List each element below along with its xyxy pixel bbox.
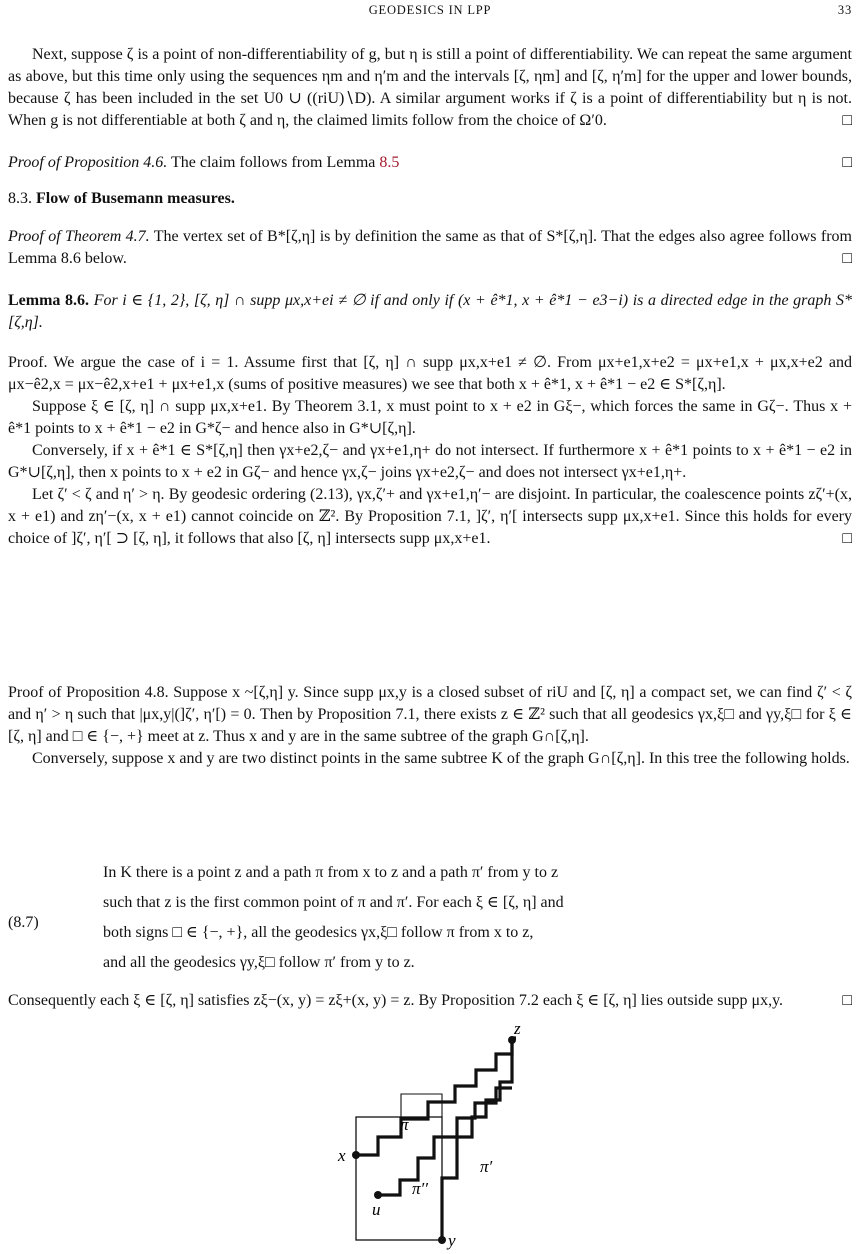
- proof-paragraph: Let ζ′ < ζ and η′ > η. By geodesic ordering (2.13), γx,ζ′+ and γx+e1,η′− are disjoint. In particular, the coalescence points zζ′+(x, x + e1) and zη′−(x, x + e1) cannot coincide on ℤ². By Proposition 7.1, ]ζ′, η′[ intersects supp μx,x+e1. Since this holds for every choice of ]ζ′, η′[ ⊃ [ζ, η], it follows that also [ζ, η] intersects supp μx,x+e1.: [8, 486, 853, 547]
- paragraph-text: Next, suppose ζ is a point of non-differentiability of g, but η is still a point of differentiability. We can repeat the same argument as above, but this time only using the sequences ηm and η′m and the intervals [ζ, ηm] and [ζ, η′m] for the upper and lower bounds, because ζ has been included in the set U0 ∪ ((riU)∖D). A similar argument works if ζ is a point of differentiability but η is not. When g is not differentiable at both ζ and η, the claimed limits follow from the choice of Ω′0.: [8, 46, 853, 129]
- proof-label: Proof of Proposition 4.6.: [8, 154, 168, 171]
- proof-paragraph: Conversely, suppose x and y are two distinct points in the same subtree K of the graph G∩[ζ,η]. In this tree the following holds.: [32, 750, 850, 767]
- proof-paragraph: Conversely, if x + ê*1 ∈ S*[ζ,η] then γx+e2,ζ− and γx+e1,η+ do not intersect. If furthermore x + ê*1 points to x + ê*1 − e2 in G*∪[ζ,η], then x points to x + e2 in Gζ− and hence γx,ζ− joins γx+e2,ζ− and does not intersect γx+e1,η+.: [8, 442, 852, 481]
- proof-text: The vertex set of B*[ζ,η] is by definition the same as that of S*[ζ,η]. That the edges also agree follows from Lemma 8.6 below.: [8, 228, 852, 267]
- qed-mark: □: [842, 530, 852, 547]
- display-line: In K there is a point z and a path π from x to z and a path π′ from y to z: [103, 864, 559, 881]
- page-number: 33: [837, 3, 852, 17]
- proof-paragraph: Suppose ξ ∈ [ζ, η] ∩ supp μx,x+e1. By Theorem 3.1, x must point to x + e2 in Gξ−, which forces the same in Gζ−. Thus x + ê*1 points to x + ê*1 − e2 in G*ζ− and hence also in G*∪[ζ,η].: [8, 398, 852, 437]
- label-u: u: [372, 1200, 381, 1219]
- equation-label: (8.7): [8, 914, 39, 931]
- lemma-statement: For i ∈ {1, 2}, [ζ, η] ∩ supp μx,x+ei ≠ ∅ if and only if (x + ê*1, x + ê*1 − e3−i) is a directed edge in the graph S*[ζ,η].: [8, 292, 853, 331]
- display-line: and all the geodesics γy,ξ□ follow π′ from y to z.: [103, 954, 415, 971]
- proof-text: The claim follows from Lemma: [170, 154, 376, 171]
- lemma-label: Lemma 8.6.: [8, 292, 90, 309]
- lemma-ref-link[interactable]: 8.5: [379, 154, 400, 171]
- label-pi-double-prime: π′′: [412, 1179, 428, 1198]
- label-pi: π: [400, 1115, 409, 1134]
- point-u: [374, 1191, 382, 1199]
- proof-paragraph: Proof of Proposition 4.8. Suppose x ~[ζ,η] y. Since supp μx,y is a closed subset of riU and [ζ, η] a compact set, we can find ζ′ < ζ and η′ > η such that |μx,y|(]ζ′, η′[) = 0. Then by Proposition 7.1, there exists z ∈ ℤ² such that all geodesics γx,ξ□ and γy,ξ□ for ξ ∈ [ζ, η] and □ ∈ {−, +} meet at z. Thus x and y are in the same subtree of the graph G∩[ζ,η].: [8, 684, 852, 745]
- section-number: 8.3.: [8, 190, 32, 207]
- paragraph-text: Consequently each ξ ∈ [ζ, η] satisfies zξ−(x, y) = zξ+(x, y) = z. By Proposition 7.2 each ξ ∈ [ζ, η] lies outside supp μx,y.: [8, 992, 784, 1009]
- qed-mark: □: [842, 250, 852, 267]
- inner-rect: [401, 1094, 442, 1117]
- display-line: both signs □ ∈ {−, +}, all the geodesics γx,ξ□ follow π from x to z,: [103, 924, 534, 941]
- label-x: x: [338, 1146, 346, 1165]
- point-x: [352, 1151, 360, 1159]
- proof-label: Proof of Theorem 4.7.: [8, 228, 150, 245]
- proof-paragraph: Proof. We argue the case of i = 1. Assume first that [ζ, η] ∩ supp μx,x+e1 ≠ ∅. From μx+e1,x+e2 = μx+e1,x + μx,x+e2 and μx−ê2,x = μx−ê2,x+e1 + μx+e1,x (sums of positive measures) we see that both x + ê*1, x + ê*1 − e2 ∈ S*[ζ,η].: [8, 354, 852, 393]
- qed-mark: □: [842, 112, 852, 129]
- qed-mark: □: [842, 154, 852, 171]
- label-y: y: [448, 1231, 456, 1250]
- label-pi-prime: π′: [480, 1157, 493, 1176]
- point-y: [438, 1236, 446, 1244]
- display-line: such that z is the first common point of π and π′. For each ξ ∈ [ζ, η] and: [103, 894, 564, 911]
- qed-mark: □: [842, 992, 852, 1009]
- header-title: GEODESICS IN LPP: [368, 3, 492, 17]
- label-z: z: [514, 1019, 521, 1038]
- section-title: Flow of Busemann measures.: [36, 190, 235, 207]
